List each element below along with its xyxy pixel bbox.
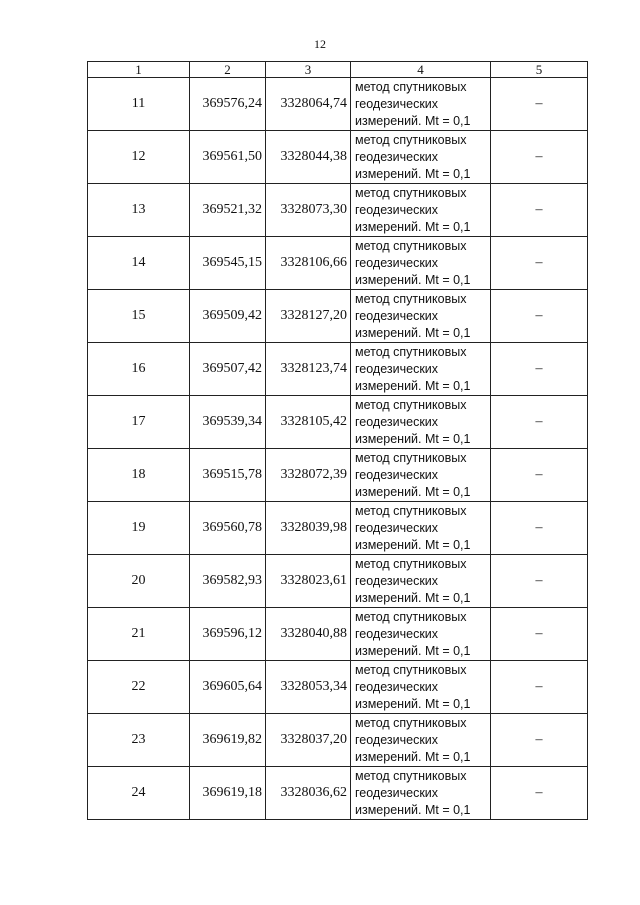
x-coordinate-cell: 369507,42 <box>190 343 266 396</box>
method-cell: метод спутниковых геодезических измерений. Mt = 0,1 <box>351 661 491 714</box>
note-cell: – <box>491 290 588 343</box>
method-cell: метод спутниковых геодезических измерений. Mt = 0,1 <box>351 714 491 767</box>
method-cell: метод спутниковых геодезических измерений. Mt = 0,1 <box>351 78 491 131</box>
table-header <box>88 62 588 78</box>
note-cell: – <box>491 608 588 661</box>
note-cell: – <box>491 237 588 290</box>
note-cell: – <box>491 343 588 396</box>
method-cell: метод спутниковых геодезических измерений. Mt = 0,1 <box>351 343 491 396</box>
y-coordinate-cell: 3328039,98 <box>266 502 351 555</box>
y-coordinate-cell: 3328036,62 <box>266 767 351 820</box>
x-coordinate-cell: 369560,78 <box>190 502 266 555</box>
method-cell: метод спутниковых геодезических измерений. Mt = 0,1 <box>351 767 491 820</box>
x-coordinate-cell: 369619,82 <box>190 714 266 767</box>
table-row <box>88 502 588 555</box>
table-row <box>88 343 588 396</box>
x-coordinate-cell: 369515,78 <box>190 449 266 502</box>
table-row <box>88 767 588 820</box>
point-number-cell: 20 <box>88 555 190 608</box>
x-coordinate-cell: 369582,93 <box>190 555 266 608</box>
x-coordinate-cell: 369521,32 <box>190 184 266 237</box>
note-cell: – <box>491 131 588 184</box>
note-cell: – <box>491 184 588 237</box>
table-row <box>88 449 588 502</box>
x-coordinate-cell: 369545,15 <box>190 237 266 290</box>
x-coordinate-cell: 369539,34 <box>190 396 266 449</box>
header-col-2: 2 <box>190 62 266 78</box>
x-coordinate-cell: 369605,64 <box>190 661 266 714</box>
point-number-cell: 17 <box>88 396 190 449</box>
method-cell: метод спутниковых геодезических измерений. Mt = 0,1 <box>351 449 491 502</box>
point-number-cell: 24 <box>88 767 190 820</box>
table-row <box>88 608 588 661</box>
table-row <box>88 714 588 767</box>
note-cell: – <box>491 502 588 555</box>
point-number-cell: 16 <box>88 343 190 396</box>
header-col-3: 3 <box>266 62 351 78</box>
x-coordinate-cell: 369509,42 <box>190 290 266 343</box>
method-cell: метод спутниковых геодезических измерений. Mt = 0,1 <box>351 555 491 608</box>
x-coordinate-cell: 369619,18 <box>190 767 266 820</box>
table-body <box>88 78 588 820</box>
coordinates-table <box>87 61 588 820</box>
header-col-1: 1 <box>88 62 190 78</box>
y-coordinate-cell: 3328106,66 <box>266 237 351 290</box>
table-row <box>88 184 588 237</box>
point-number-cell: 18 <box>88 449 190 502</box>
method-cell: метод спутниковых геодезических измерений. Mt = 0,1 <box>351 502 491 555</box>
point-number-cell: 21 <box>88 608 190 661</box>
note-cell: – <box>491 449 588 502</box>
y-coordinate-cell: 3328105,42 <box>266 396 351 449</box>
y-coordinate-cell: 3328127,20 <box>266 290 351 343</box>
y-coordinate-cell: 3328040,88 <box>266 608 351 661</box>
x-coordinate-cell: 369596,12 <box>190 608 266 661</box>
point-number-cell: 13 <box>88 184 190 237</box>
y-coordinate-cell: 3328053,34 <box>266 661 351 714</box>
note-cell: – <box>491 661 588 714</box>
header-col-4: 4 <box>351 62 491 78</box>
point-number-cell: 11 <box>88 78 190 131</box>
point-number-cell: 23 <box>88 714 190 767</box>
page-number: 12 <box>314 37 326 51</box>
y-coordinate-cell: 3328064,74 <box>266 78 351 131</box>
y-coordinate-cell: 3328037,20 <box>266 714 351 767</box>
header-row <box>88 62 588 78</box>
method-cell: метод спутниковых геодезических измерений. Mt = 0,1 <box>351 237 491 290</box>
note-cell: – <box>491 78 588 131</box>
x-coordinate-cell: 369561,50 <box>190 131 266 184</box>
y-coordinate-cell: 3328072,39 <box>266 449 351 502</box>
point-number-cell: 15 <box>88 290 190 343</box>
y-coordinate-cell: 3328123,74 <box>266 343 351 396</box>
method-cell: метод спутниковых геодезических измерений. Mt = 0,1 <box>351 608 491 661</box>
point-number-cell: 19 <box>88 502 190 555</box>
table-row <box>88 237 588 290</box>
note-cell: – <box>491 396 588 449</box>
note-cell: – <box>491 714 588 767</box>
note-cell: – <box>491 555 588 608</box>
y-coordinate-cell: 3328073,30 <box>266 184 351 237</box>
table-row <box>88 555 588 608</box>
method-cell: метод спутниковых геодезических измерений. Mt = 0,1 <box>351 290 491 343</box>
table-row <box>88 396 588 449</box>
point-number-cell: 12 <box>88 131 190 184</box>
y-coordinate-cell: 3328023,61 <box>266 555 351 608</box>
table-row <box>88 78 588 131</box>
note-cell: – <box>491 767 588 820</box>
method-cell: метод спутниковых геодезических измерений. Mt = 0,1 <box>351 131 491 184</box>
x-coordinate-cell: 369576,24 <box>190 78 266 131</box>
table-row <box>88 661 588 714</box>
header-col-5: 5 <box>491 62 588 78</box>
table-row <box>88 290 588 343</box>
table-row <box>88 131 588 184</box>
method-cell: метод спутниковых геодезических измерений. Mt = 0,1 <box>351 396 491 449</box>
point-number-cell: 22 <box>88 661 190 714</box>
method-cell: метод спутниковых геодезических измерений. Mt = 0,1 <box>351 184 491 237</box>
point-number-cell: 14 <box>88 237 190 290</box>
y-coordinate-cell: 3328044,38 <box>266 131 351 184</box>
